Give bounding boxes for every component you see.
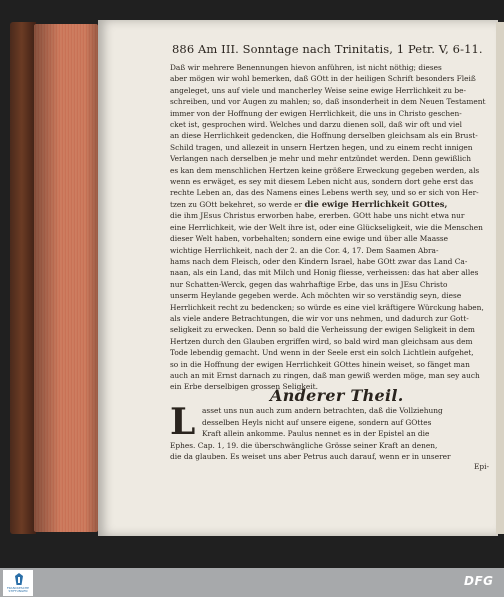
text-line: hams nach dem Fleisch, oder den Kindern Israel, habe GOtt zwar das Land Ca-: [170, 256, 468, 266]
drop-initial: L: [170, 401, 196, 443]
catchword: Epi-: [474, 462, 489, 471]
text-line: naan, als ein Land, das mit Milch und Honig fliesse, verheissen: das hat aber alles: [170, 268, 479, 278]
text-line: an diese Herrlichkeit gedencken, die Hoffnung derselben gleichsam als ein Brust-: [170, 131, 478, 141]
logo-text: FRANCKESCHE STIFTUNGEN: [6, 586, 30, 594]
text-line: Hertzen durch den Glauben ergriffen wird, so bald wird man gleichsam aus dem: [170, 336, 473, 346]
text-line: immer von der Hoffnung der ewigen Herrlichkeit, die uns in Christo geschen-: [170, 108, 462, 118]
institution-logo[interactable]: [3, 570, 33, 596]
section-text-block: [170, 401, 493, 463]
logo-emblem-icon: [15, 573, 23, 585]
text-line: nur Schatten-Werck, gegen das wahrhaftige Erbe, das uns in JEsu Christo: [170, 279, 448, 289]
text-line: eine Herrlichkeit, wie der Welt ihre ist, oder eine Glückseligkeit, wie die Menschen: [170, 222, 483, 232]
text-line: wenn es erwäget, es sey mit diesem Leben nicht aus, sondern dort gehe erst das: [170, 177, 474, 187]
text-line: ein Erbe derselbigen grossen Seligkeit.: [170, 382, 318, 392]
text-line: Verlangen nach derselben je mehr und mehr entzündet werden. Denn gewißlich: [170, 154, 472, 164]
dfg-logo[interactable]: DFG: [464, 574, 494, 588]
text-line: es kan dem menschlichen Hertzen keine größere Erweckung gegeben werden, als: [170, 165, 480, 175]
viewer-footer-bar: [0, 568, 504, 597]
text-line: auch an mit Ernst darnach zu ringen, daß man gewiß werden möge, man sey auch: [170, 370, 480, 380]
text-line: rechte Leben an, das des Namens eines Lebens werth sey, und so er sich von Her-: [170, 188, 479, 198]
text-line: dieser Welt haben, vorbehalten; sondern eine ewige und über alle Maasse: [170, 234, 449, 244]
emphasized-phrase: die ewige Herrlichkeit GOttes,: [304, 198, 448, 209]
text-line: cket ist, gesprochen wird. Welches und darzu dienen soll, daß wir oft und viel: [170, 120, 462, 130]
text-line: Tode lebendig gemacht. Und wenn in der Seele erst ein solch Lichtlein aufgehet,: [170, 348, 474, 358]
text-line: als viele andere Betrachtungen, die wir vor uns nehmen, und dadurch zur Gott-: [170, 313, 469, 323]
page-edges-shadow: [34, 24, 98, 532]
section-text-line: Kraft allein ankomme. Paulus nennet es in der Epistel an die: [202, 429, 430, 439]
text-line: Herrlichkeit recht zu bedencken; so würde es eine viel kräftigere Würckung haben,: [170, 302, 484, 312]
section-text-line: asset uns nun auch zum andern betrachten, daß die Vollziehung: [202, 406, 443, 415]
page-right-edge: [496, 22, 504, 534]
text-line: Daß wir mehrere Benennungen hievon anführen, ist nicht nöthig; dieses: [170, 63, 442, 72]
text-line: aber mögen wir wohl bemerken, daß GOtt in der heiligen Schrift besonders Fleiß: [170, 74, 476, 84]
main-text-block: [170, 62, 493, 393]
running-header: 886 Am III. Sonntage nach Trinitatis, 1 Petr. V, 6-11.: [172, 42, 483, 56]
text-line: unserm Heylande gegeben werde. Ach möchten wir so verständig seyn, diese: [170, 291, 462, 301]
text-line: so in die Hoffnung der ewigen Herrlichkeit GOttes hinein weiset, so fänget man: [170, 359, 470, 369]
text-line: angeleget, uns auf viele und mancherley Weise seine ewige Herrlichkeit zu be-: [170, 85, 466, 95]
text-line: Schild tragen, und allezeit in unsern Hertzen hegen, und zu einem recht innigen: [170, 142, 473, 152]
section-title: Anderer Theil.: [270, 386, 404, 405]
section-text-line: Ephes. Cap. 1, 19. die überschwängliche Grösse seiner Kraft an denen,: [170, 440, 438, 450]
text-line: tzen zu GOtt bekehret, so werde er die ewige Herrlichkeit GOttes,: [170, 198, 448, 209]
section-text-line: die da glauben. Es weiset uns aber Petrus auch darauf, wenn er in unserer: [170, 452, 451, 462]
text-line: wichtige Herrlichkeit, nach der 2. an die Cor. 4, 17. Dem Saamen Abra-: [170, 245, 439, 255]
text-line: seligkeit zu erwecken. Denn so bald die Verheissung der ewigen Seligkeit in dem: [170, 325, 475, 335]
book-cover-spine: [10, 22, 36, 534]
text-line: die ihm JEsus Christus erworben habe, ererben. GOtt habe uns nicht etwa nur: [170, 211, 465, 221]
text-line: schreiben, und vor Augen zu mahlen; so, daß insonderheit in dem Neuen Testament: [170, 97, 486, 107]
section-text-line: desselben Heyls nicht auf unsere eigene, sondern auf GOttes: [202, 417, 432, 427]
